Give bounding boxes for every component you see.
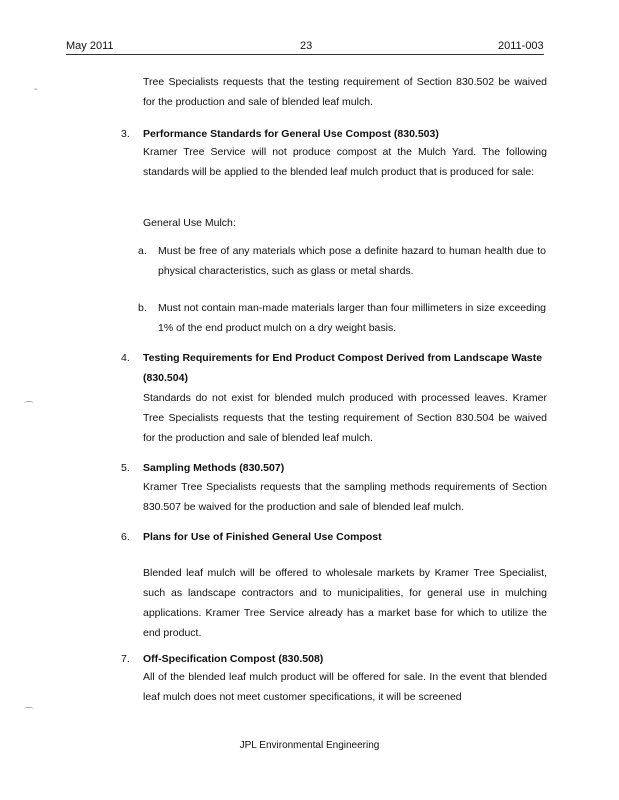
section-title: Off-Specification Compost (830.508) (143, 653, 324, 665)
section-title: Performance Standards for General Use Compost (830.503) (143, 128, 439, 140)
section-body: Blended leaf mulch will be offered to wholesale markets by Kramer Tree Specialist, such as landscape contractors and to municipalities, for general use in mulching applications. Kramer Tree Service already has a market base for which to utilize the end product. (143, 567, 547, 639)
section-title: Plans for Use of Finished General Use Compost (143, 531, 382, 543)
header-page-number: 23 (300, 40, 313, 52)
scan-speck: - (34, 84, 38, 95)
header-doc-number: 2011-003 (498, 40, 544, 52)
intro-paragraph: Tree Specialists requests that the testing requirement of Section 830.502 be waived for the production and sale of blended leaf mulch. (143, 76, 547, 108)
section-number: 5. (121, 462, 130, 474)
footer-company: JPL Environmental Engineering (239, 740, 380, 751)
section-body: All of the blended leaf mulch product will be offered for sale. In the event that blended leaf mulch does not meet customer specifications, it will be screened (143, 671, 547, 703)
section-body: Standards do not exist for blended mulch produced with processed leaves. Kramer Tree Specialists requests that the testing requirement of Section 830.504 be waived for the production and sale of blended leaf mulch. (143, 392, 547, 444)
section-title: Sampling Methods (830.507) (143, 462, 285, 474)
section-number: 6. (121, 531, 130, 543)
punch-hole-mark: ⌒ (24, 402, 34, 413)
list-marker: a. (138, 245, 147, 257)
list-item-text: Must not contain man-made materials larger than four millimeters in size exceeding 1% of the end product mulch on a dry weight basis. (158, 302, 546, 334)
list-marker: b. (138, 302, 147, 314)
list-item-text: Must be free of any materials which pose a definite hazard to human health due to physical characteristics, such as glass or metal shards. (158, 245, 546, 277)
section-number: 3. (121, 128, 130, 140)
section-number: 4. (121, 352, 130, 364)
section-number: 7. (121, 653, 130, 665)
section-title: Testing Requirements for End Product Compost Derived from Landscape Waste (830.504) (143, 352, 543, 384)
punch-hole-mark: ⌒ (24, 708, 34, 719)
header-date: May 2011 (66, 40, 114, 52)
section-body: Kramer Tree Specialists requests that the sampling methods requirements of Section 830.507 be waived for the production and sale of blended leaf mulch. (143, 481, 547, 513)
header-rule (66, 54, 544, 55)
section-body: Kramer Tree Service will not produce compost at the Mulch Yard. The following standards will be applied to the blended leaf mulch product that is produced for sale: (143, 146, 547, 178)
section-sublabel: General Use Mulch: (143, 217, 236, 229)
